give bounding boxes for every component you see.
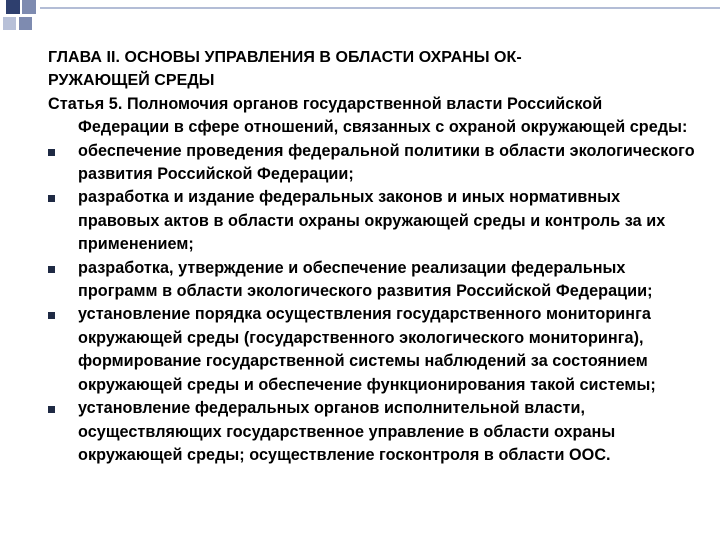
list-item [48,186,698,256]
slide-decoration [0,0,720,40]
square-bullet-icon [48,149,55,156]
decor-square-medium-2 [19,17,32,30]
square-bullet-icon [48,266,55,273]
list-item [48,257,698,304]
decor-square-dark [6,0,20,14]
chapter-title [48,46,698,93]
chapter-title-line-1: ГЛАВА II. ОСНОВЫ УПРАВЛЕНИЯ В ОБЛАСТИ ОХРАНЫ ОК- [48,49,522,66]
article-title: Статья 5. Полномочия органов государственной власти Российской Федерации в сфере отношений, связанных с охраной окружающей среды: [48,94,688,137]
square-bullet-icon [48,312,55,319]
list-item-text: разработка, утверждение и обеспечение реализации федеральных программ в области экологического развития Российской Федерации; [78,258,653,301]
list-item [48,303,698,397]
list-item-text: обеспечение проведения федеральной политики в области экологического развития Российской Федерации; [78,141,695,184]
list-item-text: установление федеральных органов исполнительной власти, осуществляющих государственное управление в области охраны окружающей среды; осуществление госконтроля в области ООС. [78,399,616,464]
list-item-text: установление порядка осуществления государственного мониторинга окружающей среды (государственного экологического мониторинга), формирование государственной системы наблюдений за состоянием окружающей среды и обеспечение функционирования такой системы; [78,305,656,394]
decor-square-medium [22,0,36,14]
chapter-title-line-2: РУЖАЮЩЕЙ СРЕДЫ [48,72,215,90]
powers-list [48,140,698,468]
top-divider-bar [40,7,720,9]
list-item [48,397,698,467]
square-bullet-icon [48,195,55,202]
list-item [48,140,698,187]
decor-square-light [3,17,16,30]
list-item-text: разработка и издание федеральных законов и иных нормативных правовых актов в области охраны окружающей среды и контроль за их применением; [78,188,666,254]
slide-body [48,46,698,467]
square-bullet-icon [48,406,55,413]
